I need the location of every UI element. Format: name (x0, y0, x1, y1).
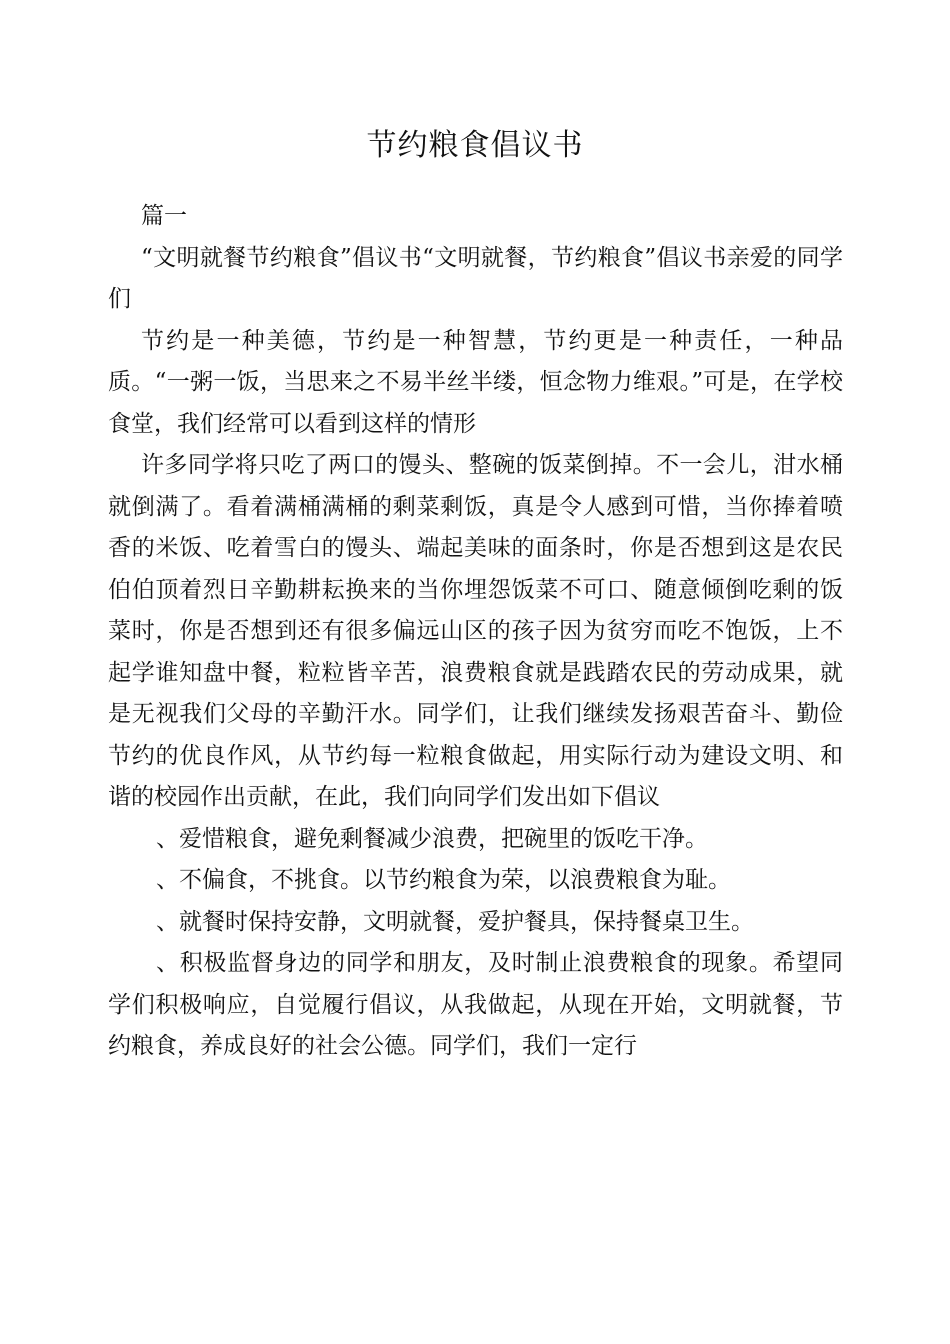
section-label: 篇一 (141, 203, 187, 229)
proposal-item-4: 、积极监督身边的同学和朋友，及时制止浪费粮食的现象。希望同学们积极响应，自觉履行倡议，从我做起，从现在开始，文明就餐，节约粮食，养成良好的社会公德。同学们，我们一定行 (108, 950, 843, 1059)
proposal-item-3: 、就餐时保持安静，文明就餐，爱护餐具，保持餐桌卫生。 (156, 908, 754, 935)
proposal-item-2: 、不偏食，不挑食。以节约粮食为荣，以浪费粮食为耻。 (156, 867, 731, 893)
paragraph-heading-line: “文明就餐节约粮食”倡议书“文明就餐，节约粮食”倡议书亲爱的同学们 (108, 244, 843, 312)
document-body (108, 196, 843, 1068)
paragraph-intro: 节约是一种美德，节约是一种智慧，节约更是一种责任，一种品质。“一粥一饭，当思来之不易半丝半缕，恒念物力维艰。”可是，在学校食堂，我们经常可以看到这样的情形 (108, 327, 843, 437)
proposal-item-1: 、爱惜粮食，避免剩餐减少浪费，把碗里的饭吃干净。 (156, 825, 708, 852)
document-title: 节约粮食倡议书 (366, 128, 584, 163)
paragraph-main: 许多同学将只吃了两口的馒头、整碗的饭菜倒掉。不一会儿，泔水桶就倒满了。看着满桶满桶的剩菜剩饭，真是令人感到可惜，当你捧着喷香的米饭、吃着雪白的馒头、端起美味的面条时，你是否想到这是农民伯伯顶着烈日辛勤耕耘换来的当你埋怨饭菜不可口、随意倾倒吃剩的饭菜时，你是否想到还有很多偏远山区的孩子因为贫穷而吃不饱饭，上不起学谁知盘中餐，粒粒皆辛苦，浪费粮食就是践踏农民的劳动成果，就是无视我们父母的辛勤汗水。同学们，让我们继续发扬艰苦奋斗、勤俭节约的优良作风，从节约每一粒粮食做起，用实际行动为建设文明、和谐的校园作出贡献，在此，我们向同学们发出如下倡议 (108, 452, 843, 810)
